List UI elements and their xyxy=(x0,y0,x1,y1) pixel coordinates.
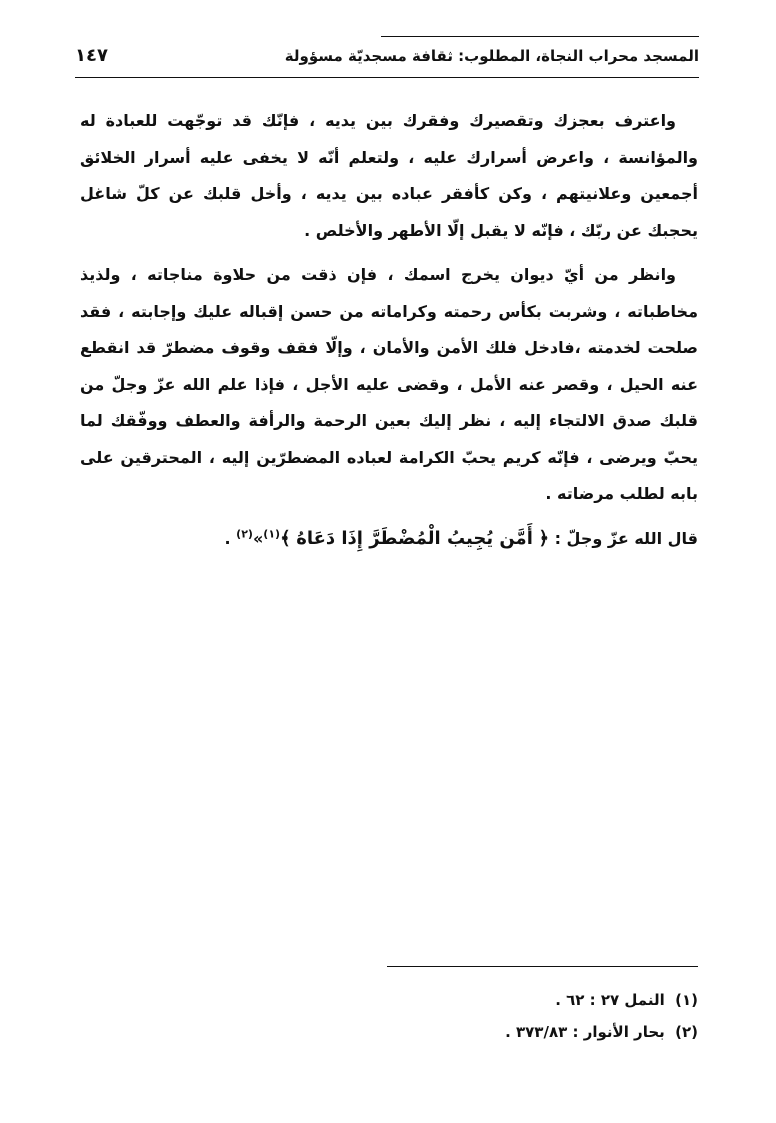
quran-verse: أَمَّن يُجِيبُ الْمُضْطَرَّ إِذَا دَعَاهُ xyxy=(296,527,533,549)
footnote-separator xyxy=(387,966,698,967)
footnote-text: بحار الأنوار : ٣٧٣/٨٣ . xyxy=(505,1023,665,1041)
header-top-rule xyxy=(381,36,699,37)
header-bottom-rule xyxy=(75,77,699,78)
footnote-ref-2[interactable]: (٢) xyxy=(236,527,253,541)
quran-quote-line xyxy=(80,521,698,558)
footnote-text: النمل ٢٧ : ٦٢ . xyxy=(555,991,665,1009)
footnote-item xyxy=(380,986,698,1018)
footnote-number: (١) xyxy=(675,991,698,1009)
running-title: المسجد محراب النجاة، المطلوب: ثقافة مسجديّة مسؤولة xyxy=(284,47,699,65)
quote-intro: قال الله عزّ وجلّ : xyxy=(554,528,698,548)
footnote-number: (٢) xyxy=(675,1023,698,1041)
paragraph-2: وانظر من أيّ ديوان يخرج اسمك ، فإن ذقت من حلاوة مناجاته ، ولذيذ مخاطباته ، وشربت بكأس رحمته وكراماته من حسن إقباله عليك وإجابته ، فقد صلحت لخدمته ،فادخل فلك الأمن والأمان ، وإلّا فقف وقوف مضطرّ قد انقطع عنه الحيل ، وقصر عنه الأمل ، وقضى عليه الأجل ، فإذا علم الله عزّ وجلّ من قلبك صدق الالتجاء إليه ، نظر إليك بعين الرحمة والرأفة والعطف ووفّقك لما يحبّ ويرضى ، فإنّه كريم يحبّ الكرامة لعباده المضطرّين إليه ، المحترقين على بابه لطلب مرضاته . xyxy=(80,265,698,503)
footnote-item xyxy=(380,1018,698,1050)
footnote-ref-1[interactable]: (١) xyxy=(263,527,281,541)
quran-close-bracket: ﴾ xyxy=(280,527,291,549)
footnotes xyxy=(380,986,698,1050)
main-text xyxy=(80,103,698,557)
paragraph-1: واعترف بعجزك وتقصيرك وفقرك بين يديه ، فإنّك قد توجّهت للعبادة له والمؤانسة ، واعرض أسرارك عليه ، ولتعلم أنّه لا يخفى عليه أسرار الخلائق أجمعين وعلانيتهم ، وكن كأفقر عباده بين يديه ، وأخل قلبك عن كلّ شاغل يحجبك عن ربّك ، فإنّه لا يقبل إلّا الأطهر والأخلص . xyxy=(80,111,698,240)
quran-open-bracket: ﴿ xyxy=(538,527,549,549)
page-number: ١٤٧ xyxy=(75,45,108,66)
closing-quote-mark: » xyxy=(252,528,264,548)
page-header xyxy=(75,36,699,74)
end-period: . xyxy=(224,528,231,548)
